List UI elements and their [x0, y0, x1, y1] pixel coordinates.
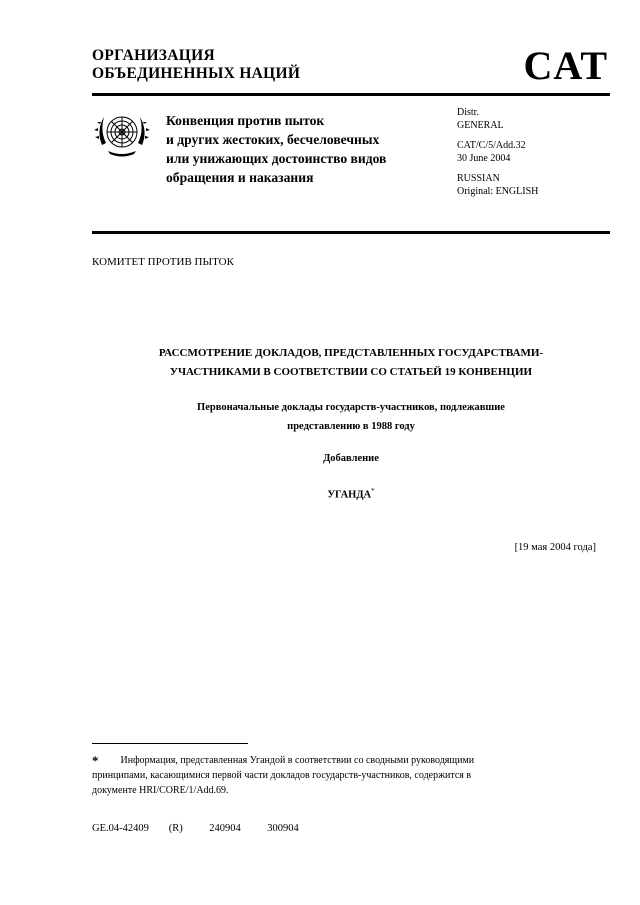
job-number: GE.04-42409 (R) 240904 300904	[92, 823, 299, 834]
distribution-block	[457, 107, 538, 198]
country-heading	[92, 487, 610, 501]
convention-title	[166, 111, 386, 187]
committee-name: КОМИТЕТ ПРОТИВ ПЫТОК	[92, 256, 234, 268]
country-name: УГАНДА	[327, 489, 372, 501]
top-divider	[92, 93, 610, 96]
convention-line: обращения и наказания	[166, 170, 314, 185]
subtitle-line: Первоначальные доклады государств-участников, подлежавшие	[197, 402, 505, 413]
un-emblem-icon	[92, 107, 152, 163]
masthead-divider	[92, 231, 610, 234]
distr-label: Distr.	[457, 107, 479, 118]
subtitle-line: представлению в 1988 году	[287, 421, 415, 432]
footnote-separator	[92, 743, 248, 744]
addendum-label: Добавление	[323, 453, 379, 464]
report-date: [19 мая 2004 года]	[514, 542, 596, 553]
doc-date: 30 June 2004	[457, 152, 511, 164]
convention-line: и других жестоких, бесчеловечных	[166, 132, 380, 147]
footnote-mark: *	[92, 753, 99, 768]
title-line: УЧАСТНИКАМИ В СООТВЕТСТВИИ СО СТАТЬЕЙ 19 КОНВЕНЦИИ	[169, 366, 533, 378]
convention-line: Конвенция против пыток	[166, 113, 325, 128]
doc-original-language: Original: ENGLISH	[457, 185, 539, 197]
title-line: РАССМОТРЕНИЕ ДОКЛАДОВ, ПРЕДСТАВЛЕННЫХ ГОСУДАРСТВАМИ-	[158, 347, 544, 359]
document-subtitle	[92, 398, 610, 436]
organization-name	[92, 47, 300, 83]
footnote-line: принципами, касающимися первой части докладов государств-участников, содержится в	[92, 770, 472, 781]
document-symbol-large: CAT	[523, 43, 608, 88]
footnote-reference: *	[371, 487, 375, 495]
org-line-2: ОБЪЕДИНЕННЫХ НАЦИЙ	[92, 65, 301, 82]
convention-line: или унижающих достоинство видов	[166, 151, 387, 166]
document-title	[92, 344, 610, 382]
distr-value: GENERAL	[457, 119, 504, 131]
doc-symbol: CAT/C/5/Add.32	[457, 140, 526, 151]
footnote	[92, 751, 612, 798]
org-line-1: ОРГАНИЗАЦИЯ	[92, 47, 215, 64]
footnote-line: * Информация, представленная Угандой в соответствии со сводными руководящими	[92, 753, 475, 768]
footnote-line: документе HRI/CORE/1/Add.69.	[92, 785, 229, 796]
doc-language: RUSSIAN	[457, 173, 500, 184]
